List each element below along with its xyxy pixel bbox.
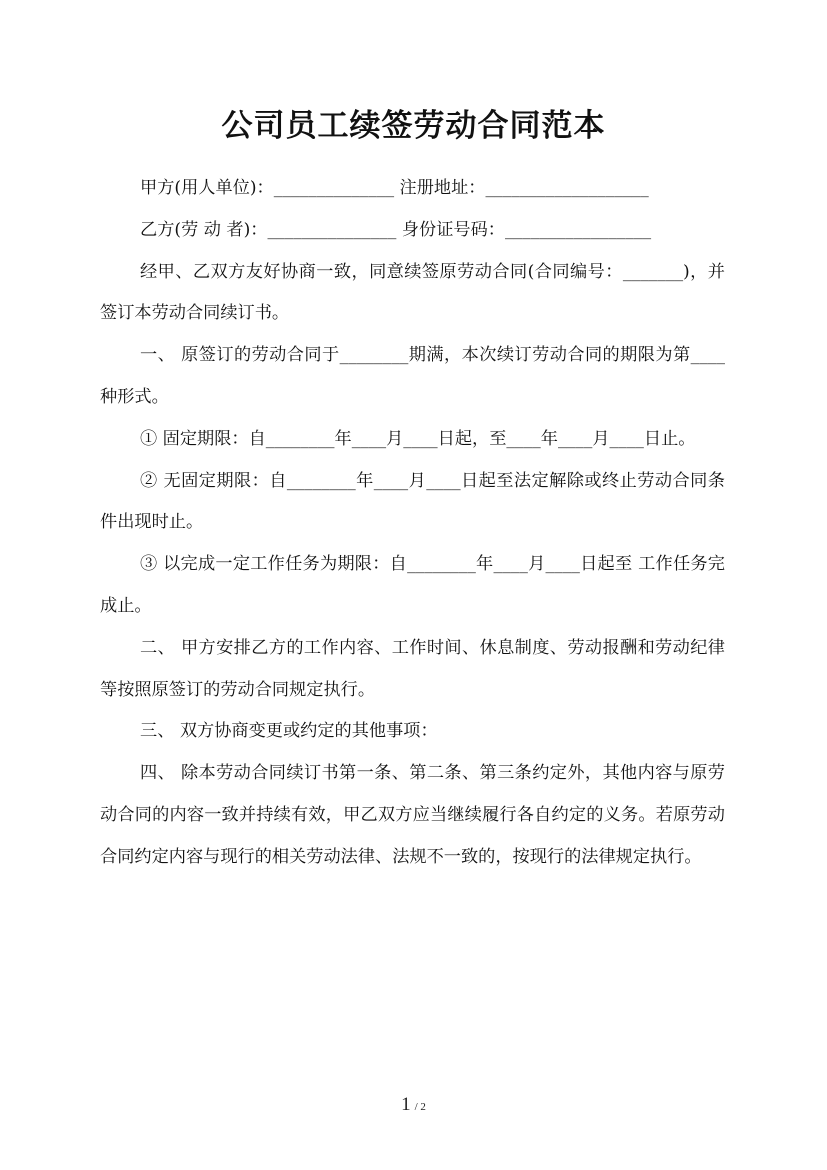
document-title: 公司员工续签劳动合同范本 — [221, 108, 606, 144]
party-a-line: 甲方(用人单位)：______________ 注册地址：___________________ — [140, 178, 649, 198]
page-total: / 2 — [414, 1101, 426, 1113]
clause-1-option-open-ended: ② 无固定期限：自________年____月____日起至法定解除或终止劳动合同条件出现时止。 — [100, 470, 725, 533]
page-footer — [0, 1094, 827, 1116]
clause-1-option-fixed: ① 固定期限：自________年____月____日起，至____年____月____日止。 — [140, 428, 696, 449]
document-body — [100, 168, 725, 879]
party-b-line: 乙方(劳 动 者)：_______________ 身份证号码：_________________ — [140, 219, 652, 240]
intro-paragraph: 经甲、乙双方友好协商一致，同意续签原劳动合同(合同编号：_______)，并签订本劳动合同续订书。 — [100, 261, 725, 324]
clause-1-option-task: ③ 以完成一定工作任务为期限：自________年____月____日起至 工作任务完成止。 — [100, 554, 725, 616]
clause-2: 二、 甲方安排乙方的工作内容、工作时间、休息制度、劳动报酬和劳动纪律等按照原签订的劳动合同规定执行。 — [100, 637, 725, 700]
clause-4: 四、 除本劳动合同续订书第一条、第二条、第三条约定外，其他内容与原劳动合同的内容一致并持续有效，甲乙双方应当继续履行各自约定的义务。若原劳动合同约定内容与现行的相关劳动法律、法规不一致的，按现行的法律规定执行。 — [100, 763, 725, 867]
clause-3: 三、 双方协商变更或约定的其他事项： — [140, 721, 438, 742]
clause-1: 一、 原签订的劳动合同于________期满，本次续订劳动合同的期限为第____种形式。 — [100, 345, 725, 407]
page-number: 1 — [401, 1094, 411, 1115]
